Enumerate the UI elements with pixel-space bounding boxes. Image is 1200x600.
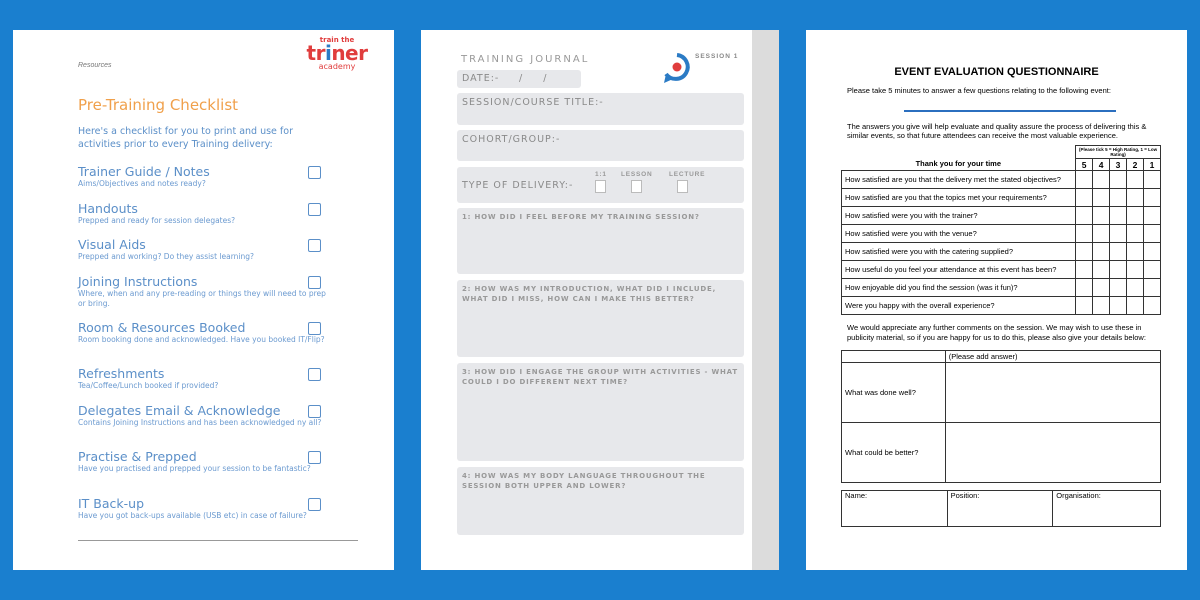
rating-header: 5 xyxy=(1076,159,1093,171)
journal-page xyxy=(421,30,779,570)
name-field[interactable]: Name: xyxy=(842,491,948,527)
checkbox[interactable] xyxy=(308,276,321,289)
rating-table xyxy=(841,145,1161,315)
date-field[interactable]: DATE:- / / xyxy=(457,70,581,88)
train-the-trainer-logo: train the triner academy xyxy=(306,36,368,71)
table-row: Were you happy with the overall experience? xyxy=(842,297,1161,315)
evaluation-page xyxy=(806,30,1187,570)
checklist-item: Trainer Guide / Notes Aims/Objectives and notes ready? xyxy=(78,164,358,189)
session-number: SESSION 1 xyxy=(695,53,739,60)
evaluation-instruction: Please take 5 minutes to answer a few questions relating to the following event: xyxy=(847,86,1111,95)
rating-note: (Please tick 5 = High Rating, 1 = Low Rating) xyxy=(1076,146,1161,159)
checklist-item: IT Back-up Have you got back-ups available (USB etc) in case of failure? xyxy=(78,496,358,521)
checkbox[interactable] xyxy=(308,405,321,418)
delivery-lesson-checkbox[interactable] xyxy=(631,180,642,193)
table-row: How satisfied were you with the venue? xyxy=(842,225,1161,243)
rating-header: 2 xyxy=(1127,159,1144,171)
comments-table xyxy=(841,350,1161,483)
checklist-item: Handouts Prepped and ready for session delegates? xyxy=(78,201,358,226)
checkbox[interactable] xyxy=(308,166,321,179)
table-row: How satisfied were you with the trainer? xyxy=(842,207,1161,225)
checklist-item: Visual Aids Prepped and working? Do they assist learning? xyxy=(78,237,358,262)
could-be-better-label: What could be better? xyxy=(842,423,946,483)
table-row: How useful do you feel your attendance at this event has been? xyxy=(842,261,1161,279)
target-logo-icon xyxy=(662,52,692,84)
thanks-label: Thank you for your time xyxy=(915,159,1002,168)
table-row: How satisfied were you with the catering supplied? xyxy=(842,243,1161,261)
session-title-field[interactable]: SESSION/COURSE TITLE:- xyxy=(457,93,744,125)
question-2-field[interactable]: 2: HOW WAS MY INTRODUCTION, WHAT DID I INCLUDE, WHAT DID I MISS, HOW CAN I MAKE THIS BETTER? xyxy=(457,280,744,357)
resources-label: Resources xyxy=(78,62,112,69)
journal-title: TRAINING JOURNAL xyxy=(461,54,590,65)
question-3-field[interactable]: 3: HOW DID I ENGAGE THE GROUP WITH ACTIVITIES - WHAT COULD I DO DIFFERENT NEXT TIME? xyxy=(457,363,744,461)
checkbox[interactable] xyxy=(308,368,321,381)
delivery-type-field: TYPE OF DELIVERY:- 1:1 LESSON LECTURE xyxy=(457,167,744,203)
checklist-item: Refreshments Tea/Coffee/Lunch booked if provided? xyxy=(78,366,358,391)
cohort-field[interactable]: COHORT/GROUP:- xyxy=(457,130,744,161)
checkbox[interactable] xyxy=(308,239,321,252)
checklist-title: Pre-Training Checklist xyxy=(78,96,239,114)
checkbox[interactable] xyxy=(308,498,321,511)
checklist-page xyxy=(13,30,394,570)
delivery-1to1-checkbox[interactable] xyxy=(595,180,606,193)
details-table xyxy=(841,490,1161,527)
organisation-field[interactable]: Organisation: xyxy=(1053,491,1161,527)
position-field[interactable]: Position: xyxy=(947,491,1053,527)
evaluation-paragraph: The answers you give will help evaluate and quality assure the process of delivering this & similar events, so that future attendees can receive the most valuable experience. xyxy=(847,122,1147,140)
add-answer-label: (Please add answer) xyxy=(945,351,1160,363)
delivery-lecture-checkbox[interactable] xyxy=(677,180,688,193)
checklist-item: Practise & Prepped Have you practised and prepped your session to be fantastic? xyxy=(78,449,358,474)
divider xyxy=(78,540,358,541)
checklist-item: Room & Resources Booked Room booking done and acknowledged. Have you booked IT/Flip? xyxy=(78,320,325,344)
comments-intro: We would appreciate any further comments on the session. We may wish to use these in publicity material, so if you are happy for us to do this, please also give your details below: xyxy=(847,323,1146,342)
could-be-better-answer[interactable] xyxy=(945,423,1160,483)
rating-header: 4 xyxy=(1093,159,1110,171)
question-1-field[interactable]: 1: HOW DID I FEEL BEFORE MY TRAINING SESSION? xyxy=(457,208,744,274)
evaluation-title: EVENT EVALUATION QUESTIONNAIRE xyxy=(894,66,1099,78)
checkbox[interactable] xyxy=(308,322,321,335)
checklist-item: Delegates Email & Acknowledge Contains Joining Instructions and has been acknowledged ny all? xyxy=(78,403,322,427)
checkbox[interactable] xyxy=(308,451,321,464)
rating-header: 1 xyxy=(1144,159,1161,171)
checklist-intro: Here's a checklist for you to print and use for activities prior to every Training delivery: xyxy=(78,126,293,150)
page-edge-shadow xyxy=(752,30,779,570)
table-row: How enjoyable did you find the session (was it fun)? xyxy=(842,279,1161,297)
table-row: How satisfied are you that the topics met your requirements? xyxy=(842,189,1161,207)
event-name-line[interactable] xyxy=(904,110,1116,112)
checkbox[interactable] xyxy=(308,203,321,216)
table-row: How satisfied are you that the delivery met the stated objectives? xyxy=(842,171,1161,189)
done-well-answer[interactable] xyxy=(945,363,1160,423)
question-4-field[interactable]: 4: HOW WAS MY BODY LANGUAGE THROUGHOUT THE SESSION BOTH UPPER AND LOWER? xyxy=(457,467,744,535)
rating-header: 3 xyxy=(1110,159,1127,171)
done-well-label: What was done well? xyxy=(842,363,946,423)
checklist-item: Joining Instructions Where, when and any pre-reading or things they will need to prep or bring. xyxy=(78,274,326,308)
